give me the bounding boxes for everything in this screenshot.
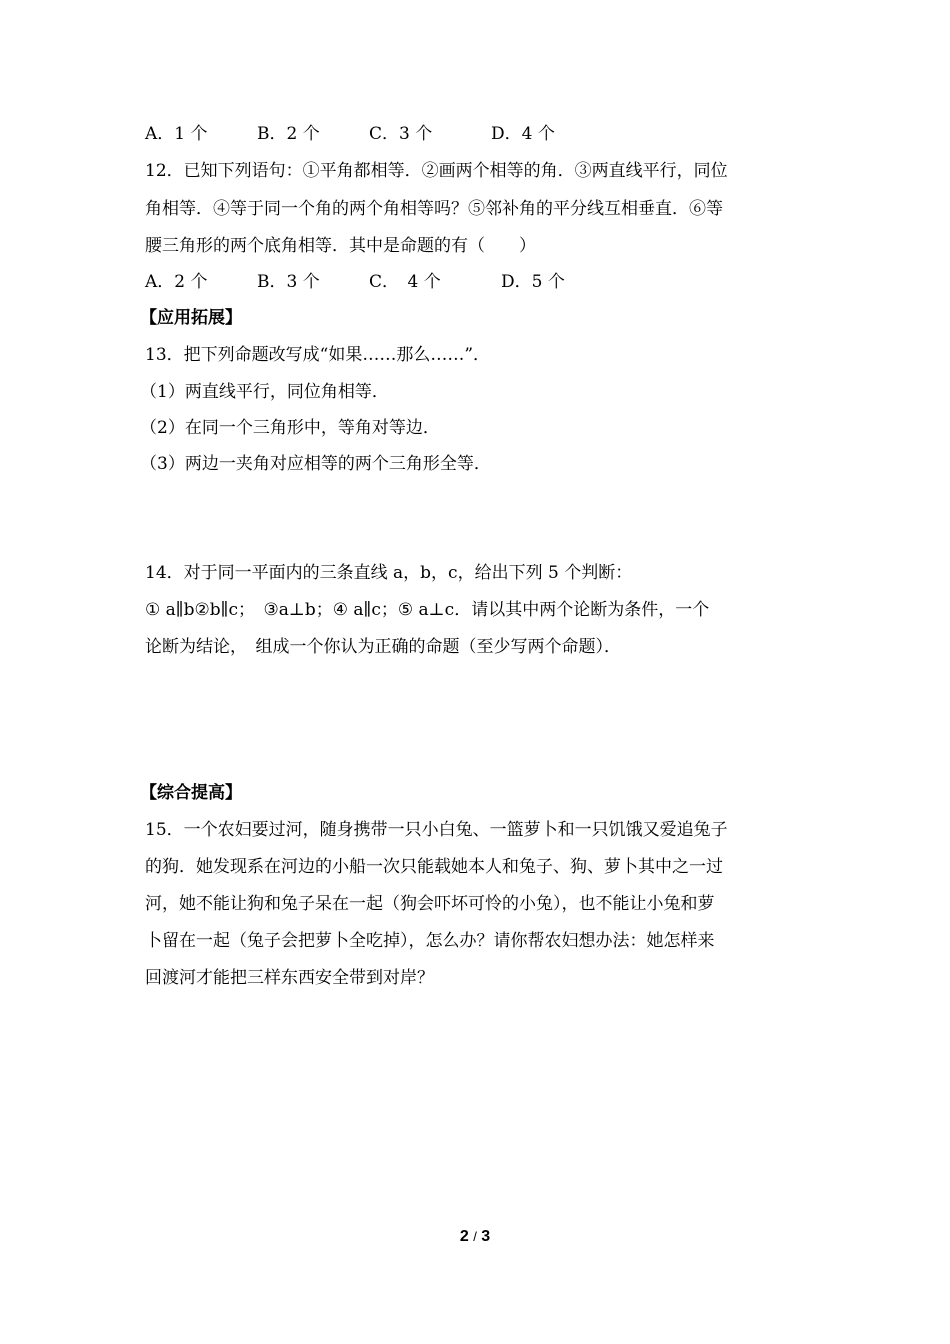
q11-option-b: B．2 个 (257, 124, 320, 144)
q12-option-b: B．3 个 (257, 272, 320, 292)
q12-line-3: 腰三角形的两个底角相等．其中是命题的有（ ） (145, 236, 536, 256)
q15-line-4: 卜留在一起（兔子会把萝卜全吃掉），怎么办？请你帮农妇想办法：她怎样来 (145, 931, 715, 951)
page-current: 2 (459, 1228, 469, 1245)
q12-options (145, 270, 565, 294)
q12-option-a: A．2 个 (145, 272, 208, 292)
q13-stem: 13．把下列命题改写成“如果……那么……”． (145, 345, 491, 365)
q13-item-3: （3）两边一夹角对应相等的两个三角形全等． (140, 454, 491, 474)
q11-options (145, 122, 555, 146)
q15-line-2: 的狗．她发现系在河边的小船一次只能载她本人和兔子、狗、萝卜其中之一过 (145, 857, 723, 877)
section-heading-synth: 【综合提高】 (140, 783, 242, 803)
q14-line-2: ① a∥b②b∥c； ③a⊥b；④ a∥c；⑤ a⊥c．请以其中两个论断为条件，一个 (145, 600, 710, 620)
q12-line-1: 12．已知下列语句：①平角都相等．②画两个相等的角．③两直线平行，同位 (145, 161, 728, 181)
section-heading-apply: 【应用拓展】 (140, 308, 242, 328)
q11-option-a: A．1 个 (145, 124, 208, 144)
q14-line-1: 14．对于同一平面内的三条直线 a，b，c，给出下列 5 个判断： (145, 563, 633, 583)
q12-option-c: C． 4 个 (369, 272, 441, 292)
q12-line-2: 角相等．④等于同一个角的两个角相等吗？⑤邻补角的平分线互相垂直．⑥等 (145, 199, 723, 219)
q15-line-5: 回渡河才能把三样东西安全带到对岸？ (145, 968, 434, 988)
q15-line-3: 河，她不能让狗和兔子呆在一起（狗会吓坏可怜的小兔），也不能让小兔和萝 (145, 894, 715, 914)
q14-line-3: 论断为结论， 组成一个你认为正确的命题（至少写两个命题）． (145, 637, 621, 657)
q13-item-2: （2）在同一个三角形中，等角对等边． (140, 418, 440, 438)
page-total: 3 (481, 1228, 491, 1245)
q11-option-c: C．3 个 (369, 124, 433, 144)
page-separator: / (473, 1229, 477, 1244)
q12-option-d: D．5 个 (501, 272, 565, 292)
page-number (0, 1226, 950, 1248)
q11-option-d: D．4 个 (491, 124, 555, 144)
q15-line-1: 15．一个农妇要过河，随身携带一只小白兔、一篮萝卜和一只饥饿又爱追兔子 (145, 820, 728, 840)
q13-item-1: （1）两直线平行，同位角相等． (140, 382, 389, 402)
